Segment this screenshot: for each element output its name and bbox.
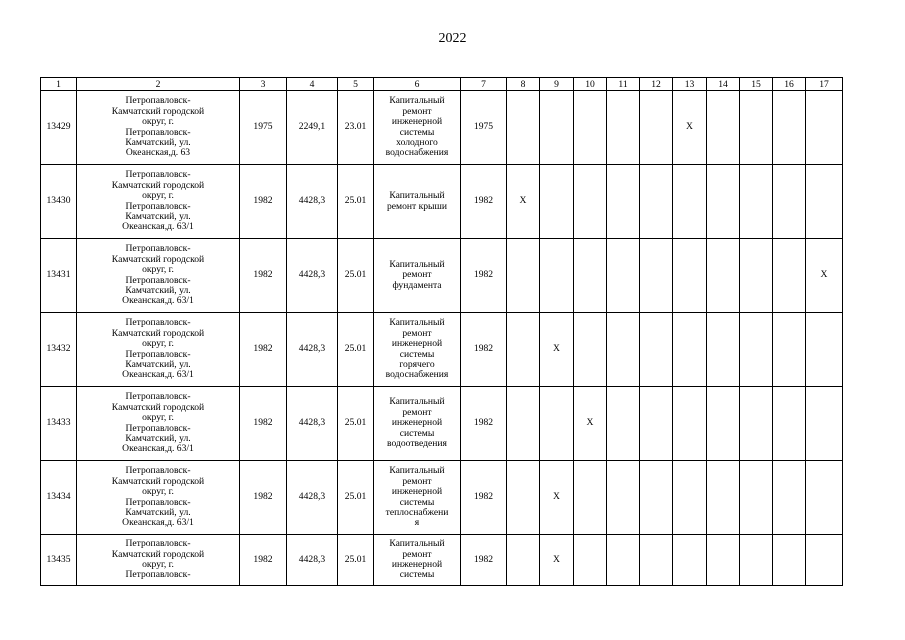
address-cell — [77, 535, 240, 586]
column-number-cell: 4 — [287, 78, 338, 91]
area-cell: 4428,3 — [287, 535, 338, 586]
column-number-cell: 17 — [806, 78, 843, 91]
address-line: Петропавловск- — [125, 95, 191, 107]
work-type-line: Капитальный — [389, 317, 445, 329]
column-number-row — [41, 78, 843, 91]
year-cell: 1982 — [461, 535, 507, 586]
column-number-cell: 16 — [773, 78, 806, 91]
work-type-line: системы — [399, 427, 435, 439]
mark-cell — [607, 165, 640, 239]
address-cell — [77, 165, 240, 239]
mark-cell — [507, 461, 540, 535]
mark-cell — [673, 313, 707, 387]
mark-cell — [507, 91, 540, 165]
mark-cell — [740, 165, 773, 239]
address-line: Камчатский, ул. — [125, 432, 191, 444]
address-line: Океанская,д. 63/1 — [122, 443, 194, 455]
mark-cell — [707, 239, 740, 313]
repair-schedule-table — [40, 77, 843, 586]
mark-cell: X — [574, 387, 607, 461]
address-line: Петропавловск- — [125, 348, 191, 360]
address-line: Петропавловск- — [125, 200, 191, 212]
mark-cell — [806, 91, 843, 165]
mark-cell — [673, 461, 707, 535]
mark-cell: X — [540, 461, 574, 535]
work-type-line: Капитальный — [389, 258, 445, 270]
year-cell: 1975 — [461, 91, 507, 165]
mark-cell — [607, 535, 640, 586]
address-line: Океанская,д. 63/1 — [122, 221, 194, 233]
address-line: Камчатский городской — [111, 105, 205, 117]
code-cell: 25.01 — [338, 461, 374, 535]
row-id-cell: 13429 — [41, 91, 77, 165]
mark-cell — [673, 165, 707, 239]
column-number-cell: 9 — [540, 78, 574, 91]
column-number-cell: 2 — [77, 78, 240, 91]
work-type-cell — [374, 165, 461, 239]
work-type-line: инженерной — [391, 417, 443, 429]
address-line: Камчатский, ул. — [125, 506, 191, 518]
address-line: округ, г. — [142, 116, 174, 128]
mark-cell — [740, 313, 773, 387]
column-number-cell: 6 — [374, 78, 461, 91]
code-cell: 23.01 — [338, 91, 374, 165]
work-type-cell — [374, 91, 461, 165]
mark-cell — [773, 387, 806, 461]
mark-cell — [607, 91, 640, 165]
year-cell: 1982 — [461, 165, 507, 239]
address-line: округ, г. — [142, 486, 174, 498]
area-cell: 4428,3 — [287, 387, 338, 461]
work-type-line: теплоснабжени — [385, 506, 449, 518]
mark-cell: X — [540, 535, 574, 586]
mark-cell — [707, 387, 740, 461]
table-row — [41, 165, 843, 239]
mark-cell — [540, 387, 574, 461]
address-line: Камчатский, ул. — [125, 284, 191, 296]
address-cell — [77, 91, 240, 165]
address-cell — [77, 239, 240, 313]
mark-cell — [773, 313, 806, 387]
code-cell: 25.01 — [338, 165, 374, 239]
work-type-line: инженерной — [391, 486, 443, 498]
code-cell: 25.01 — [338, 387, 374, 461]
mark-cell — [806, 165, 843, 239]
mark-cell — [707, 165, 740, 239]
mark-cell — [773, 461, 806, 535]
mark-cell — [507, 387, 540, 461]
table-row — [41, 535, 843, 586]
table-row — [41, 239, 843, 313]
year-cell: 1982 — [461, 313, 507, 387]
year-built-cell: 1982 — [240, 313, 287, 387]
address-line: округ, г. — [142, 412, 174, 424]
mark-cell — [806, 313, 843, 387]
year-built-cell: 1982 — [240, 461, 287, 535]
work-type-line: ремонт — [402, 105, 432, 117]
column-number-cell: 15 — [740, 78, 773, 91]
row-id-cell: 13434 — [41, 461, 77, 535]
work-type-line: Капитальный — [389, 396, 445, 408]
code-cell: 25.01 — [338, 313, 374, 387]
row-id-cell: 13432 — [41, 313, 77, 387]
year-built-cell: 1982 — [240, 239, 287, 313]
mark-cell — [640, 461, 673, 535]
column-number-cell: 11 — [607, 78, 640, 91]
mark-cell — [640, 165, 673, 239]
mark-cell — [507, 313, 540, 387]
address-line: Океанская,д. 63/1 — [122, 517, 194, 529]
work-type-line: инженерной — [391, 559, 443, 570]
mark-cell: X — [540, 313, 574, 387]
column-number-cell: 1 — [41, 78, 77, 91]
address-line: Петропавловск- — [125, 538, 191, 550]
mark-cell — [806, 387, 843, 461]
work-type-line: системы — [399, 126, 435, 138]
mark-cell — [507, 535, 540, 586]
row-id-cell: 13430 — [41, 165, 77, 239]
address-line: округ, г. — [142, 264, 174, 276]
address-line: Петропавловск- — [125, 569, 191, 581]
work-type-cell — [374, 313, 461, 387]
work-type-line: ремонт — [402, 406, 432, 418]
address-line: Камчатский городской — [111, 327, 205, 339]
work-type-line: инженерной — [391, 338, 443, 350]
year-built-cell: 1975 — [240, 91, 287, 165]
address-line: Камчатский, ул. — [125, 210, 191, 222]
year-cell: 1982 — [461, 387, 507, 461]
work-type-line: системы — [399, 569, 435, 581]
address-line: Петропавловск- — [125, 243, 191, 255]
mark-cell — [740, 91, 773, 165]
address-line: Камчатский городской — [111, 401, 205, 413]
work-type-cell — [374, 461, 461, 535]
mark-cell — [773, 91, 806, 165]
mark-cell — [640, 313, 673, 387]
work-type-line: ремонт крыши — [386, 200, 448, 212]
work-type-line: ремонт — [402, 327, 432, 339]
mark-cell — [574, 313, 607, 387]
table-row — [41, 91, 843, 165]
mark-cell — [640, 239, 673, 313]
address-line: Камчатский, ул. — [125, 358, 191, 370]
work-type-line: я — [414, 517, 420, 529]
mark-cell — [574, 461, 607, 535]
work-type-line: водоснабжения — [385, 147, 449, 159]
mark-cell — [540, 165, 574, 239]
mark-cell — [507, 239, 540, 313]
mark-cell — [607, 461, 640, 535]
mark-cell — [806, 535, 843, 586]
column-number-cell: 10 — [574, 78, 607, 91]
mark-cell — [574, 239, 607, 313]
mark-cell — [740, 239, 773, 313]
mark-cell — [707, 313, 740, 387]
work-type-line: Капитальный — [389, 465, 445, 477]
mark-cell — [707, 535, 740, 586]
area-cell: 4428,3 — [287, 165, 338, 239]
work-type-line: водоотведения — [387, 438, 447, 450]
mark-cell — [574, 535, 607, 586]
work-type-line: горячего — [399, 358, 435, 370]
mark-cell — [640, 535, 673, 586]
year-built-cell: 1982 — [240, 387, 287, 461]
address-cell — [77, 461, 240, 535]
mark-cell — [640, 91, 673, 165]
mark-cell — [707, 91, 740, 165]
column-number-cell: 13 — [673, 78, 707, 91]
mark-cell: X — [673, 91, 707, 165]
row-id-cell: 13435 — [41, 535, 77, 586]
mark-cell — [673, 387, 707, 461]
work-type-line: Капитальный — [389, 95, 445, 107]
address-line: Камчатский, ул. — [125, 136, 191, 148]
address-line: округ, г. — [142, 190, 174, 202]
year-built-cell: 1982 — [240, 535, 287, 586]
address-line: Петропавловск- — [125, 422, 191, 434]
address-cell — [77, 387, 240, 461]
page-title: 2022 — [438, 31, 467, 46]
mark-cell — [740, 461, 773, 535]
address-line: Петропавловск- — [125, 169, 191, 181]
work-type-cell — [374, 387, 461, 461]
address-line: Петропавловск- — [125, 317, 191, 329]
address-cell — [77, 313, 240, 387]
address-line: Океанская,д. 63 — [125, 147, 191, 159]
work-type-line: ремонт — [402, 548, 432, 560]
area-cell: 4428,3 — [287, 313, 338, 387]
column-number-cell: 5 — [338, 78, 374, 91]
mark-cell — [773, 535, 806, 586]
mark-cell — [607, 313, 640, 387]
work-type-line: фундамента — [392, 279, 442, 291]
mark-cell: X — [507, 165, 540, 239]
row-id-cell: 13431 — [41, 239, 77, 313]
table-row — [41, 313, 843, 387]
work-type-line: системы — [399, 496, 435, 508]
work-type-line: холодного — [396, 136, 438, 148]
mark-cell — [806, 461, 843, 535]
mark-cell — [740, 387, 773, 461]
mark-cell — [740, 535, 773, 586]
address-line: Петропавловск- — [125, 126, 191, 138]
work-type-line: Капитальный — [389, 538, 445, 550]
work-type-line: системы — [399, 348, 435, 360]
year-cell: 1982 — [461, 239, 507, 313]
mark-cell — [773, 239, 806, 313]
mark-cell — [673, 239, 707, 313]
table-row — [41, 461, 843, 535]
address-line: Петропавловск- — [125, 391, 191, 403]
work-type-line: Капитальный — [389, 190, 445, 202]
address-line: Океанская,д. 63/1 — [122, 369, 194, 381]
mark-cell — [773, 165, 806, 239]
column-number-cell: 14 — [707, 78, 740, 91]
code-cell: 25.01 — [338, 239, 374, 313]
work-type-cell — [374, 535, 461, 586]
mark-cell — [673, 535, 707, 586]
address-line: Камчатский городской — [111, 548, 205, 560]
work-type-line: ремонт — [402, 269, 432, 281]
mark-cell — [707, 461, 740, 535]
address-line: округ, г. — [142, 559, 174, 570]
year-built-cell: 1982 — [240, 165, 287, 239]
code-cell: 25.01 — [338, 535, 374, 586]
work-type-line: инженерной — [391, 116, 443, 128]
address-line: Петропавловск- — [125, 274, 191, 286]
address-line: Океанская,д. 63/1 — [122, 295, 194, 307]
mark-cell — [607, 387, 640, 461]
area-cell: 4428,3 — [287, 461, 338, 535]
row-id-cell: 13433 — [41, 387, 77, 461]
address-line: Камчатский городской — [111, 475, 205, 487]
address-line: Камчатский городской — [111, 253, 205, 265]
address-line: Камчатский городской — [111, 179, 205, 191]
year-cell: 1982 — [461, 461, 507, 535]
mark-cell — [640, 387, 673, 461]
table-row — [41, 387, 843, 461]
mark-cell — [540, 91, 574, 165]
area-cell: 2249,1 — [287, 91, 338, 165]
work-type-cell — [374, 239, 461, 313]
area-cell: 4428,3 — [287, 239, 338, 313]
address-line: Петропавловск- — [125, 465, 191, 477]
mark-cell — [574, 165, 607, 239]
column-number-cell: 7 — [461, 78, 507, 91]
address-line: округ, г. — [142, 338, 174, 350]
mark-cell: X — [806, 239, 843, 313]
address-line: Петропавловск- — [125, 496, 191, 508]
column-number-cell: 3 — [240, 78, 287, 91]
work-type-line: водоснабжения — [385, 369, 449, 381]
column-number-cell: 8 — [507, 78, 540, 91]
mark-cell — [540, 239, 574, 313]
mark-cell — [574, 91, 607, 165]
column-number-cell: 12 — [640, 78, 673, 91]
work-type-line: ремонт — [402, 475, 432, 487]
mark-cell — [607, 239, 640, 313]
